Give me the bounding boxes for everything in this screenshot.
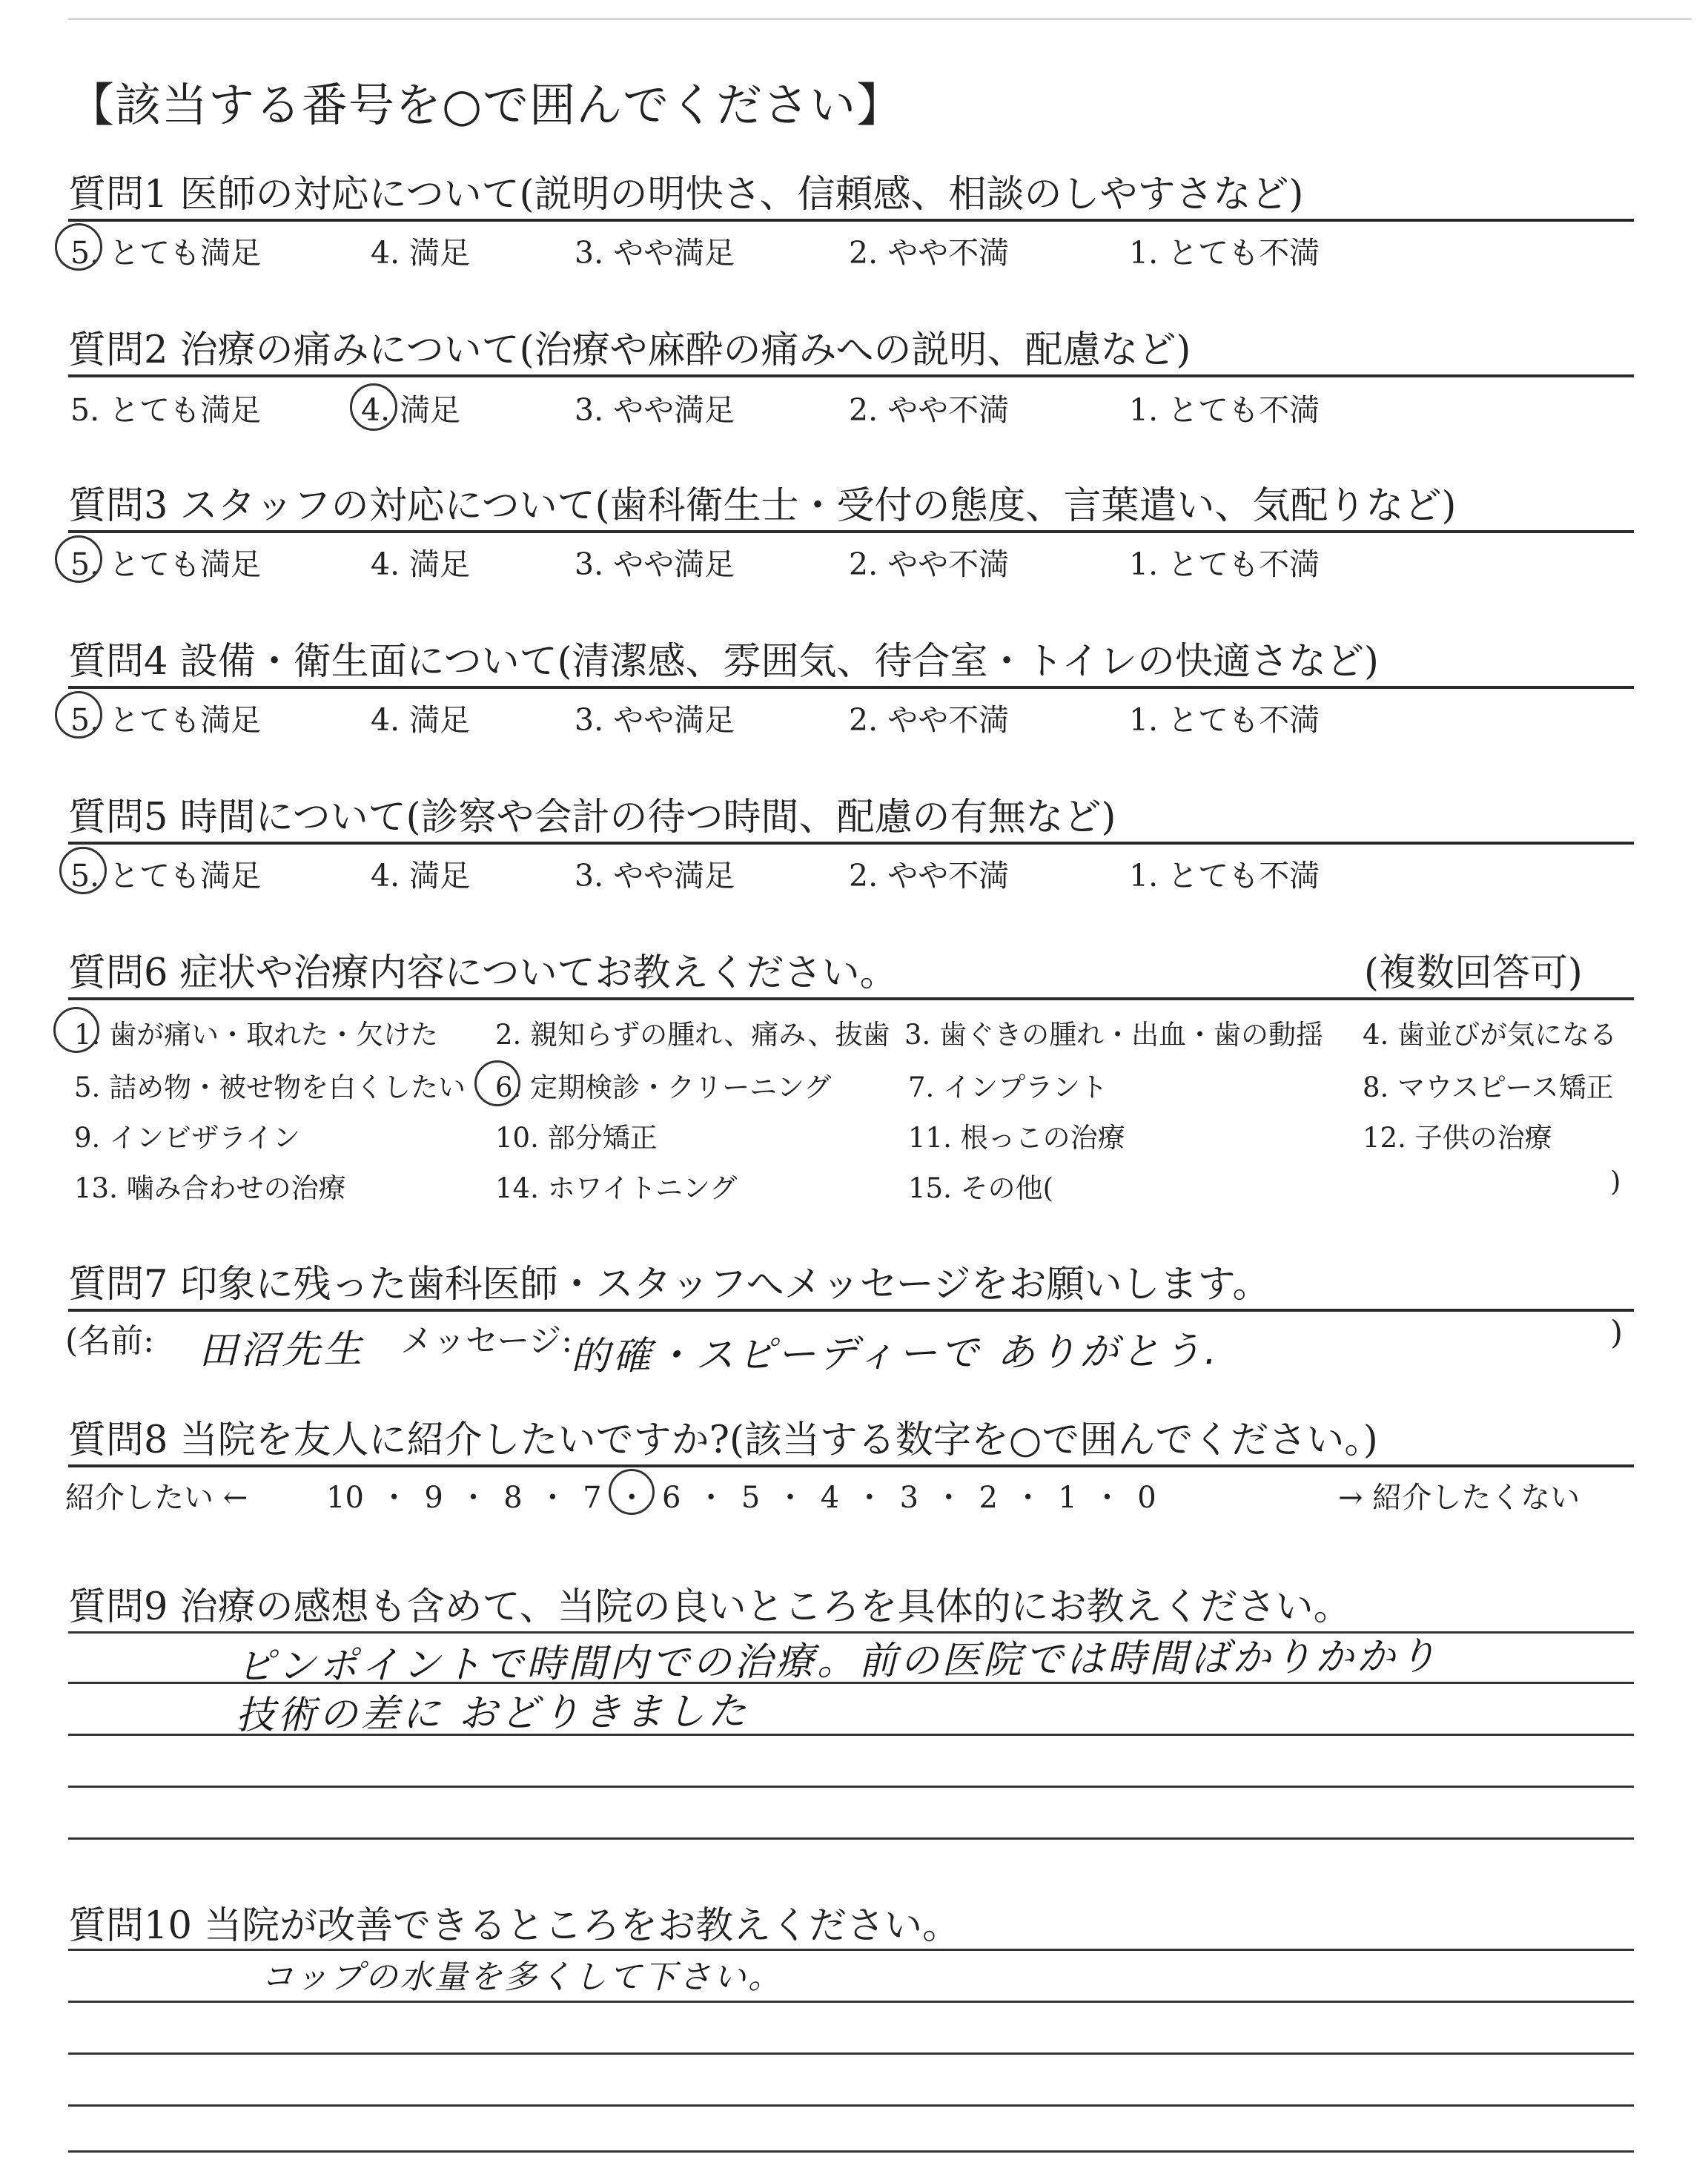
question-6-note: (複数回答可) bbox=[1364, 951, 1583, 995]
q1-option-3[interactable]: 3. やや満足 bbox=[575, 235, 735, 271]
q9-line-4 bbox=[68, 1786, 1634, 1788]
q9-answer-line-2[interactable]: 技術の差に おどりきました bbox=[235, 1688, 749, 1739]
question-5-title: 質問5 時間について(診察や会計の待つ時間、配慮の有無など) bbox=[68, 796, 1116, 839]
q6-option-15[interactable]: 15. その他( bbox=[908, 1172, 1054, 1204]
q1-answer-circle bbox=[55, 223, 102, 271]
q7-message-value[interactable]: 的確・スピーディーで ありがとう. bbox=[570, 1329, 1220, 1379]
q10-line-3 bbox=[68, 2052, 1634, 2055]
q7-message-label: メッセージ: bbox=[400, 1322, 573, 1360]
question-4-title: 質問4 設備・衛生面について(清潔感、雰囲気、待合室・トイレの快適さなど) bbox=[68, 640, 1379, 684]
q6-option-7[interactable]: 7. インプラント bbox=[908, 1071, 1108, 1103]
q2-answer-circle bbox=[350, 383, 397, 431]
q10-answer-line-1[interactable]: コップの水量を多くして下さい。 bbox=[261, 1958, 784, 1996]
q4-option-1[interactable]: 1. とても不満 bbox=[1129, 702, 1320, 738]
q6-option-10[interactable]: 10. 部分矯正 bbox=[495, 1122, 658, 1154]
q1-option-1[interactable]: 1. とても不満 bbox=[1129, 235, 1320, 271]
instruction-heading: 【該当する番号を○で囲んでください】 bbox=[68, 78, 904, 132]
q1-option-5[interactable]: 5. とても満足 bbox=[70, 235, 262, 271]
q5-option-3[interactable]: 3. やや満足 bbox=[575, 858, 735, 894]
q6-option-8[interactable]: 8. マウスピース矯正 bbox=[1363, 1071, 1614, 1103]
q6-option-12[interactable]: 12. 子供の治療 bbox=[1363, 1122, 1552, 1154]
question-9-title: 質問9 治療の感想も含めて、当院の良いところを具体的にお教えください。 bbox=[68, 1585, 1351, 1629]
q4-option-3[interactable]: 3. やや満足 bbox=[575, 702, 735, 738]
q3-option-1[interactable]: 1. とても不満 bbox=[1129, 546, 1320, 582]
q10-line-2 bbox=[68, 2001, 1634, 2003]
q8-answer-circle bbox=[609, 1469, 655, 1515]
question-1-rule bbox=[68, 219, 1634, 222]
question-10-title: 質問10 当院が改善できるところをお教えください。 bbox=[68, 1904, 961, 1948]
q8-right-label: → 紹介したくない bbox=[1338, 1481, 1580, 1515]
q4-option-4[interactable]: 4. 満足 bbox=[371, 702, 471, 738]
q6-option-2[interactable]: 2. 親知らずの腫れ、痛み、抜歯 bbox=[495, 1019, 890, 1051]
q2-option-1[interactable]: 1. とても不満 bbox=[1129, 392, 1320, 428]
q1-option-2[interactable]: 2. やや不満 bbox=[849, 235, 1010, 271]
q6-answer-circle-1 bbox=[53, 1007, 99, 1053]
question-8-title: 質問8 当院を友人に紹介したいですか?(該当する数字を○で囲んでください。) bbox=[68, 1418, 1378, 1462]
q3-answer-circle bbox=[55, 535, 102, 583]
q6-option-13[interactable]: 13. 噛み合わせの治療 bbox=[74, 1172, 346, 1204]
q5-option-4[interactable]: 4. 満足 bbox=[371, 858, 471, 894]
q3-option-4[interactable]: 4. 満足 bbox=[371, 546, 471, 582]
question-7-rule bbox=[68, 1309, 1634, 1312]
q6-other-close-paren: ) bbox=[1610, 1166, 1621, 1198]
question-6-title: 質問6 症状や治療内容についてお教えください。 bbox=[68, 951, 898, 995]
q2-option-4[interactable]: 4. 満足 bbox=[361, 392, 461, 428]
q2-option-5[interactable]: 5. とても満足 bbox=[70, 392, 262, 428]
q7-close-paren: ) bbox=[1610, 1314, 1623, 1352]
q5-option-1[interactable]: 1. とても不満 bbox=[1129, 858, 1320, 894]
q8-number-scale[interactable]: 10 ・ 9 ・ 8 ・ 7 ・ 6 ・ 5 ・ 4 ・ 3 ・ 2 ・ 1 ・ 0 bbox=[326, 1481, 1156, 1515]
q4-option-2[interactable]: 2. やや不満 bbox=[849, 702, 1010, 738]
q7-name-value[interactable]: 田沼先生 bbox=[198, 1327, 365, 1373]
question-5-rule bbox=[68, 842, 1634, 845]
q10-line-4 bbox=[68, 2104, 1634, 2107]
q4-option-5[interactable]: 5. とても満足 bbox=[70, 702, 262, 738]
question-6-rule bbox=[68, 997, 1634, 1000]
question-7-title: 質問7 印象に残った歯科医師・スタッフへメッセージをお願いします。 bbox=[68, 1263, 1271, 1307]
q3-option-2[interactable]: 2. やや不満 bbox=[849, 546, 1010, 582]
top-divider bbox=[68, 18, 1692, 20]
q7-name-label: (名前: bbox=[65, 1322, 154, 1360]
question-2-rule bbox=[68, 374, 1634, 377]
q8-left-label: 紹介したい ← bbox=[65, 1481, 248, 1515]
q10-line-5 bbox=[68, 2150, 1634, 2153]
question-2-title: 質問2 治療の痛みについて(治療や麻酔の痛みへの説明、配慮など) bbox=[68, 328, 1191, 372]
q6-option-6[interactable]: 6. 定期検診・クリーニング bbox=[495, 1071, 832, 1103]
q6-option-1[interactable]: 1. 歯が痛い・取れた・欠けた bbox=[74, 1019, 439, 1051]
q6-option-14[interactable]: 14. ホワイトニング bbox=[495, 1172, 738, 1204]
question-8-rule bbox=[68, 1464, 1634, 1467]
q3-option-5[interactable]: 5. とても満足 bbox=[70, 546, 262, 582]
q5-answer-circle bbox=[59, 847, 107, 894]
q6-option-5[interactable]: 5. 詰め物・被せ物を白くしたい bbox=[74, 1071, 466, 1103]
question-1-title: 質問1 医師の対応について(説明の明快さ、信頼感、相談のしやすさなど) bbox=[68, 173, 1304, 217]
q2-option-3[interactable]: 3. やや満足 bbox=[575, 392, 735, 428]
q6-option-3[interactable]: 3. 歯ぐきの腫れ・出血・歯の動揺 bbox=[904, 1019, 1324, 1051]
q1-option-4[interactable]: 4. 満足 bbox=[371, 235, 471, 271]
q6-option-9[interactable]: 9. インビザライン bbox=[74, 1122, 300, 1154]
question-4-rule bbox=[68, 686, 1634, 689]
q6-option-11[interactable]: 11. 根っこの治療 bbox=[908, 1122, 1125, 1154]
question-3-rule bbox=[68, 530, 1634, 533]
q4-answer-circle bbox=[55, 691, 102, 739]
q9-line-5 bbox=[68, 1837, 1634, 1840]
q6-answer-circle-6 bbox=[474, 1060, 520, 1106]
q2-option-2[interactable]: 2. やや不満 bbox=[849, 392, 1010, 428]
q3-option-3[interactable]: 3. やや満足 bbox=[575, 546, 735, 582]
q5-option-2[interactable]: 2. やや不満 bbox=[849, 858, 1010, 894]
q9-answer-line-1[interactable]: ピンポイントで時間内での治療。前の医院では時間ばかりかかり bbox=[235, 1634, 1440, 1690]
question-3-title: 質問3 スタッフの対応について(歯科衛生士・受付の態度、言葉遣い、気配りなど) bbox=[68, 484, 1457, 528]
q5-option-5[interactable]: 5. とても満足 bbox=[70, 858, 262, 894]
q6-option-4[interactable]: 4. 歯並びが気になる bbox=[1363, 1019, 1618, 1051]
